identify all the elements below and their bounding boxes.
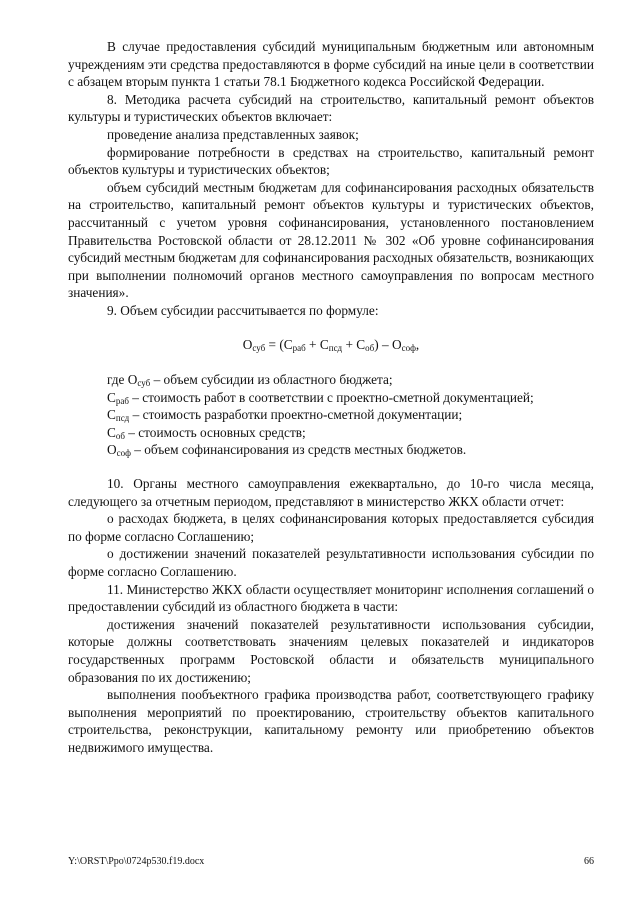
paragraph: 8. Методика расчета субсидий на строительство, капитальный ремонт объектов культуры и туристических объектов включает: bbox=[68, 91, 594, 125]
subsidy-formula: $О_{суб} = (С_{раб} + С_{псд} + С_{об}) - О_{соф}$, bbox=[242, 336, 420, 353]
paragraph: о расходах бюджета, в целях софинансирования которых предоставляется субсидия по форме согласно Соглашению; bbox=[68, 511, 594, 544]
definition-line: $С_{об}$ – стоимость основных средств; bbox=[107, 424, 306, 441]
paragraph: проведение анализа представленных заявок; bbox=[107, 126, 359, 142]
definition-line: где $О_{суб}$ – объем субсидии из областного бюджета; bbox=[107, 372, 393, 389]
paragraph: о достижении значений показателей результативности использования субсидии по форме согласно Соглашению. bbox=[68, 546, 594, 580]
definition-line: $С_{псд}$ – стоимость разработки проектно-сметной документации; bbox=[107, 407, 463, 424]
spacer bbox=[68, 459, 594, 475]
file-path: Y:\ORST\Ppo\0724p530.f19.docx bbox=[68, 856, 205, 867]
page-number: 66 bbox=[584, 856, 594, 867]
paragraph: 10. Органы местного самоуправления ежеквартально, до 10-го числа месяца, следующего за отчетным периодом, представляют в министерство ЖКХ области отчет: bbox=[68, 476, 594, 509]
definition-line: $О_{соф}$ – объем софинансирования из средств местных бюджетов. bbox=[107, 442, 467, 459]
paragraph: В случае предоставления субсидий муниципальным бюджетным или автономным учреждениям эти средства предоставляются в форме субсидий на иные цели в соответствии с абзацем вторым пункта 1 статьи 78.1 Бюджетного кодекса Российской Федерации. bbox=[68, 39, 594, 90]
paragraph: формирование потребности в средствах на строительство, капитальный ремонт объектов культуры и туристических объектов; bbox=[68, 144, 594, 178]
paragraph: 9. Объем субсидии рассчитывается по формуле: bbox=[107, 302, 379, 318]
paragraph: достижения значений показателей результативности использования субсидии, которые должны соответствовать значениям целевых показателей и индикаторов государственных программ Ростовской области и обязательств муниципального образования по их достижению; bbox=[68, 616, 594, 685]
paragraph: объем субсидий местным бюджетам для софинансирования расходных обязательств на строительство, капитальный ремонт объектов культуры и туристических объектов, рассчитанный с учетом уровня софинансирования, установленного постановлением Правительства Ростовской области от 28.12.2011 № 302 «Об уровне софинансирования субсидий местным бюджетам для софинансирования расходных обязательств, возникающих при выполнении полномочий органов местного самоуправления по вопросам местного значения». bbox=[68, 179, 594, 301]
paragraph: 11. Министерство ЖКХ области осуществляет мониторинг исполнения соглашений о предоставлении субсидий из областного бюджета в части: bbox=[68, 581, 594, 615]
document-body bbox=[68, 38, 594, 757]
paragraph: выполнения пообъектного графика производства работ, соответствующего графику выполнения мероприятий по проектированию, строительству объектов капитального строительства, реконструкции, капитальному ремонту или приобретению объектов недвижимого имущества. bbox=[68, 687, 594, 755]
definition-line: $С_{раб}$ – стоимость работ в соответствии с проектно-сметной документацией; bbox=[107, 389, 534, 406]
